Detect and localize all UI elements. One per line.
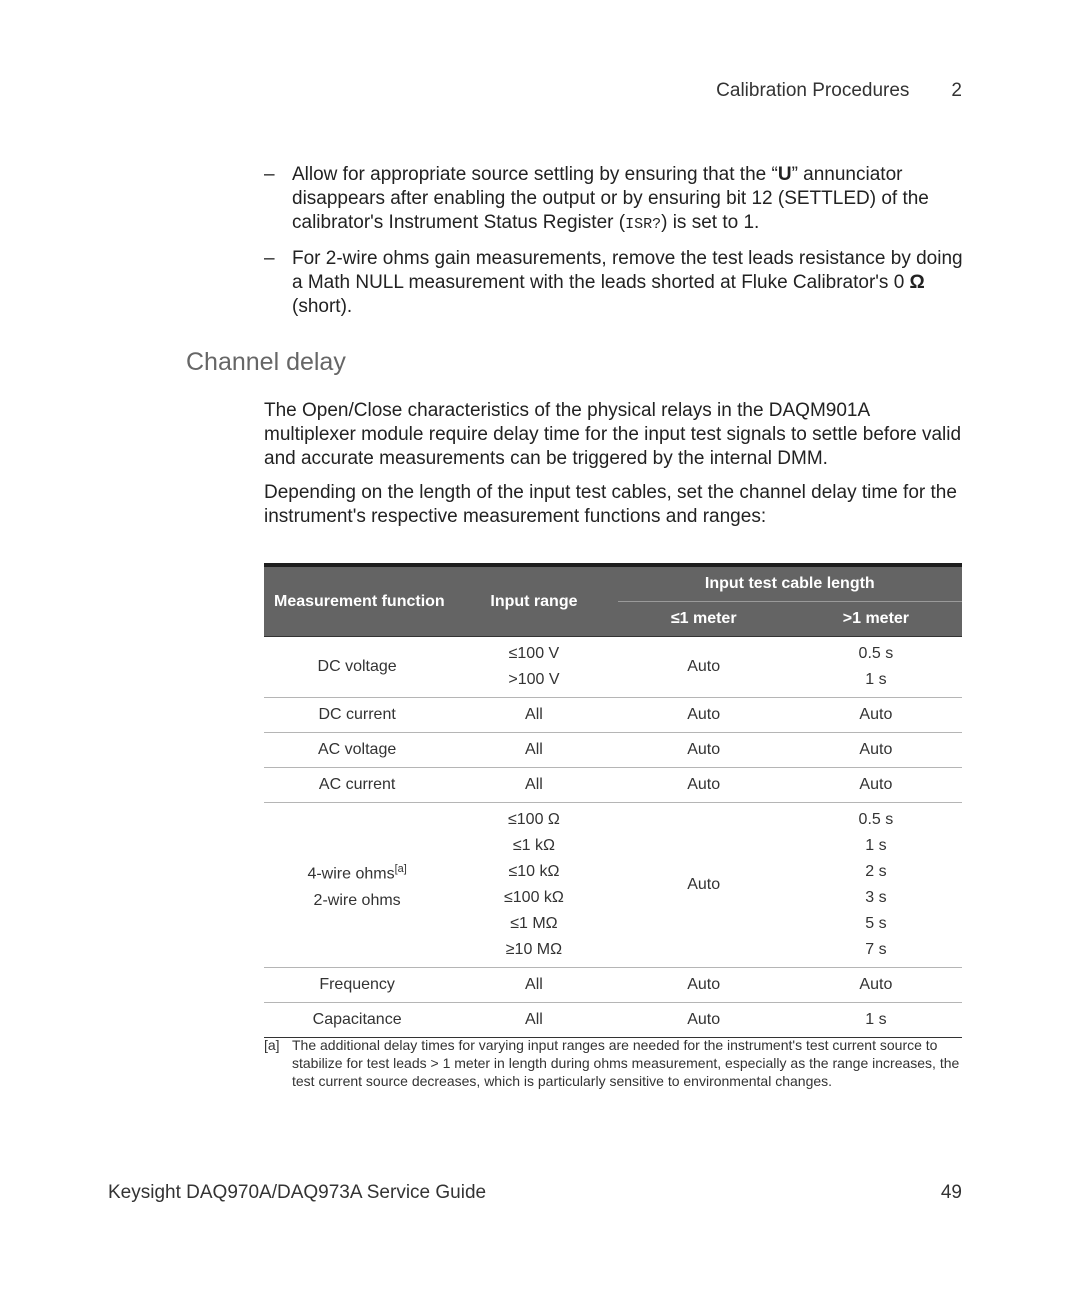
bullet-item-settling xyxy=(264,163,964,237)
cell-short: Auto xyxy=(618,698,790,733)
cell-range: All xyxy=(450,698,617,733)
range-value: ≤10 kΩ xyxy=(508,863,560,880)
table-row-dc-voltage xyxy=(264,637,962,698)
cell-short: Auto xyxy=(618,733,790,768)
command-code: ISR? xyxy=(625,216,662,233)
bullet-item-null xyxy=(264,247,964,319)
chapter-title: Calibration Procedures xyxy=(716,80,910,101)
header-long-cable: >1 meter xyxy=(790,602,962,637)
range-value: ≤100 Ω xyxy=(507,811,560,828)
cell-long: 1 s xyxy=(790,1003,962,1038)
table-row-dc-current xyxy=(264,698,962,733)
cell-range: All xyxy=(450,733,617,768)
cell-range: All xyxy=(450,968,617,1003)
table-footnote xyxy=(264,1036,964,1090)
paragraph: Depending on the length of the input test cables, set the channel delay time for the instrument's respective measurement functions and ranges: xyxy=(264,482,957,527)
cell-function: Frequency xyxy=(264,968,450,1003)
paragraph: The Open/Close characteristics of the physical relays in the DAQM901A multiplexer module require delay time for the input test signals to settle before valid and accurate measurements can be triggered by the internal DMM. xyxy=(264,400,962,469)
bullet-text: Allow for appropriate source settling by ensuring that the “ xyxy=(292,164,778,185)
bullet-text: For 2-wire ohms gain measurements, remove the test leads resistance by doing a Math NULL measurement with the leads shorted at Fluke Calibrator's 0 xyxy=(292,248,963,293)
delay-value: 0.5 s xyxy=(858,645,894,662)
bullet-text: (short). xyxy=(292,296,353,317)
range-value: ≤100 kΩ xyxy=(503,889,564,906)
cell-function: AC voltage xyxy=(264,733,450,768)
delay-value: 1 s xyxy=(865,671,887,688)
header-short-cable: ≤1 meter xyxy=(618,602,790,637)
cell-long: Auto xyxy=(790,698,962,733)
bullet-text: ” annunciator disappears after enabling the output or by ensuring bit 12 (SETTLED) of the calibrator's Instrument Status Register ( xyxy=(292,164,929,233)
guide-title: Keysight DAQ970A/DAQ973A Service Guide xyxy=(108,1182,487,1203)
delay-value: 1 s xyxy=(865,837,887,854)
page-footer xyxy=(108,1182,962,1204)
table-row-frequency xyxy=(264,968,962,1003)
cell-function: Capacitance xyxy=(264,1003,450,1038)
chapter-number: 2 xyxy=(951,80,962,101)
footnote-text: The additional delay times for varying input ranges are needed for the instrument's test current source to stabilize for test leads > 1 meter in length during ohms measurement, especially as the range increases, the test current source decreases, which is particularly sensitive to environmental changes. xyxy=(292,1037,960,1089)
page-number: 49 xyxy=(940,1182,962,1203)
delay-value: 2 s xyxy=(865,863,887,880)
table-row-capacitance xyxy=(264,1003,962,1038)
cell-range xyxy=(450,803,617,968)
section-title: Channel delay xyxy=(186,348,346,376)
bullet-list xyxy=(264,163,964,329)
function-label xyxy=(264,856,450,887)
cell-long: Auto xyxy=(790,768,962,803)
annunciator-symbol: U xyxy=(777,164,792,185)
cell-range: All xyxy=(450,768,617,803)
cell-short: Auto xyxy=(618,1003,790,1038)
cell-function xyxy=(264,803,450,968)
cell-short: Auto xyxy=(618,768,790,803)
cell-function: DC current xyxy=(264,698,450,733)
cell-short: Auto xyxy=(618,968,790,1003)
table-row-ohms xyxy=(264,803,962,968)
range-value: ≤1 MΩ xyxy=(510,915,558,932)
delay-value: 3 s xyxy=(865,889,887,906)
delay-value: 0.5 s xyxy=(858,811,894,828)
range-value: ≤1 kΩ xyxy=(512,837,555,854)
cell-function: AC current xyxy=(264,768,450,803)
cell-long xyxy=(790,803,962,968)
range-value: >100 V xyxy=(508,671,560,688)
cell-short: Auto xyxy=(618,637,790,698)
header-cable-length: Input test cable length xyxy=(618,565,962,602)
cell-short: Auto xyxy=(618,803,790,968)
cell-range xyxy=(450,637,617,698)
cell-range: All xyxy=(450,1003,617,1038)
header-input-range: Input range xyxy=(450,565,617,637)
bullet-text: ) is set to 1. xyxy=(661,212,760,233)
header-measurement-function: Measurement function xyxy=(264,565,450,637)
cell-long: Auto xyxy=(790,968,962,1003)
ohm-symbol: Ω xyxy=(909,272,925,293)
range-value: ≤100 V xyxy=(508,645,560,662)
channel-delay-table xyxy=(264,563,962,1038)
bullet-dash: – xyxy=(264,164,275,185)
cell-function: DC voltage xyxy=(264,637,450,698)
table-row-ac-current xyxy=(264,768,962,803)
function-label: 2-wire ohms xyxy=(313,891,401,909)
body-paragraphs xyxy=(264,399,964,539)
footnote-mark: [a] xyxy=(264,1037,280,1053)
cell-long xyxy=(790,637,962,698)
table-row-ac-voltage xyxy=(264,733,962,768)
function-text: 4-wire ohms xyxy=(307,865,395,883)
bullet-dash: – xyxy=(264,248,275,269)
cell-long: Auto xyxy=(790,733,962,768)
footnote-ref: [a] xyxy=(394,863,407,876)
running-header xyxy=(0,80,962,102)
delay-value: 7 s xyxy=(865,941,887,958)
delay-value: 5 s xyxy=(865,915,887,932)
range-value: ≥10 MΩ xyxy=(505,941,563,958)
